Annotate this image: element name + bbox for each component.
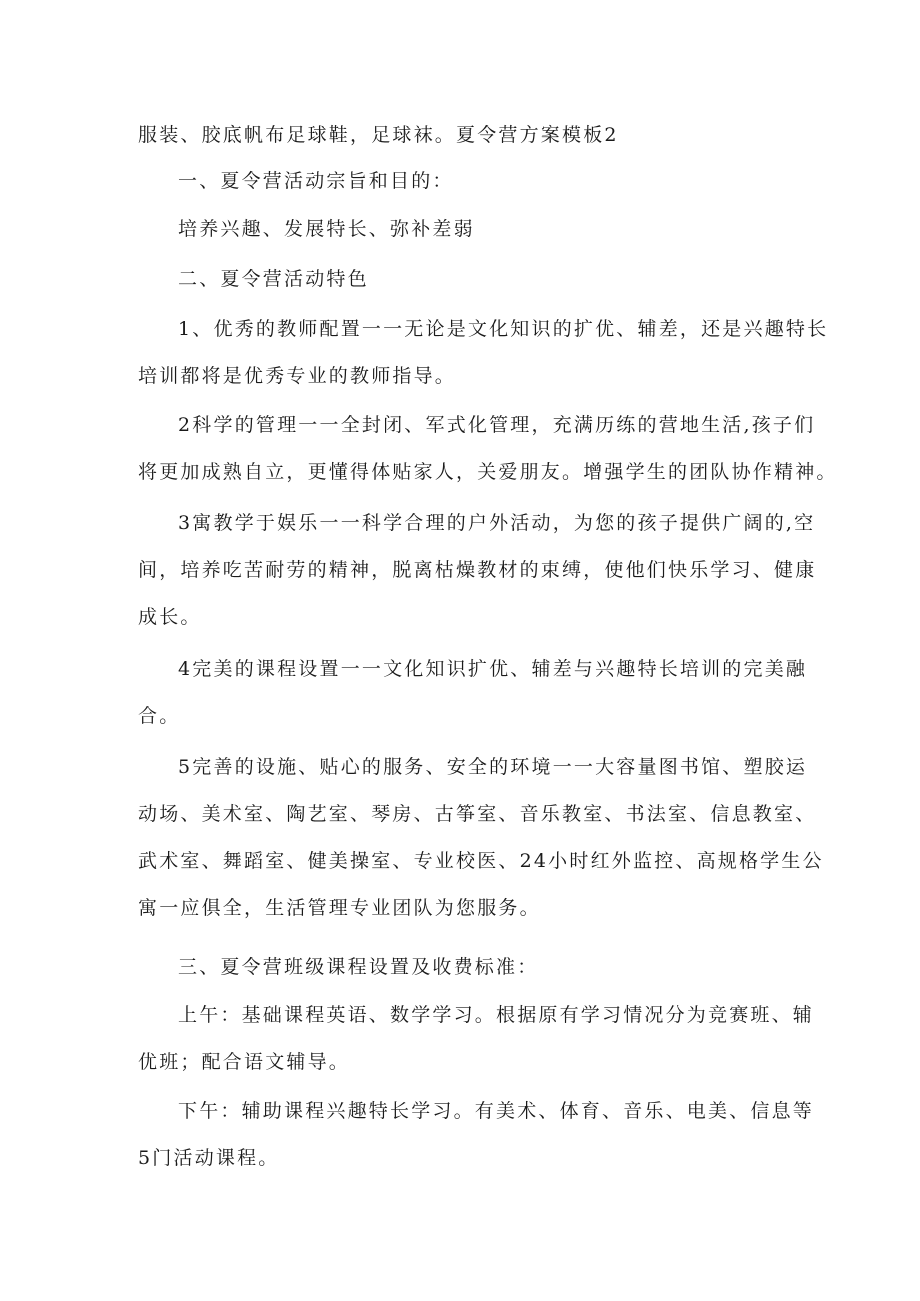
text-line: 优班；配合语文辅导。 xyxy=(138,1051,351,1073)
paragraph-feature-4 xyxy=(138,646,808,740)
text-line: 5完善的设施、贴心的服务、安全的环境一一大容量图书馆、塑胶运 xyxy=(178,756,808,778)
text-line: 二、夏令营活动特色 xyxy=(178,268,369,290)
paragraph-feature-3 xyxy=(138,500,817,641)
paragraph-intro xyxy=(138,112,790,159)
section-heading-1 xyxy=(178,158,830,205)
text-line: 1、优秀的教师配置一一无论是文化知识的扩优、辅差，还是兴趣特长 xyxy=(178,318,829,340)
paragraph-feature-2 xyxy=(138,402,838,496)
paragraph-purpose xyxy=(178,206,830,253)
text-line: 5门活动课程。 xyxy=(138,1147,280,1169)
text-line: 动场、美术室、陶艺室、琴房、古筝室、音乐教室、书法室、信息教室、 xyxy=(138,803,817,825)
paragraph-morning xyxy=(138,992,815,1086)
text-line: 将更加成熟自立，更懂得体贴家人，关爱朋友。增强学生的团队协作精神。 xyxy=(138,461,838,483)
text-line: 3寓教学于娱乐一一科学合理的户外活动，为您的孩子提供广阔的,空 xyxy=(178,512,816,534)
section-heading-2 xyxy=(178,256,830,303)
text-line: 4完美的课程设置一一文化知识扩优、辅差与兴趣特长培训的完美融 xyxy=(178,658,808,680)
text-line: 培养兴趣、发展特长、弥补差弱 xyxy=(178,218,475,240)
text-line: 合。 xyxy=(138,705,181,727)
text-line: 武术室、舞蹈室、健美操室、专业校医、24小时红外监控、高规格学生公 xyxy=(138,850,824,872)
text-line: 服装、胶底帆布足球鞋，足球袜。夏令营方案模板2 xyxy=(138,124,619,146)
paragraph-feature-1 xyxy=(138,306,829,400)
text-line: 三、夏令营班级课程设置及收费标准： xyxy=(178,956,539,978)
text-line: 培训都将是优秀专业的教师指导。 xyxy=(138,365,457,387)
text-line: 一、夏令营活动宗旨和目的： xyxy=(178,170,454,192)
paragraph-afternoon xyxy=(138,1088,815,1182)
text-line: 成长。 xyxy=(138,606,202,628)
text-line: 2科学的管理一一全封闭、军式化管理，充满历练的营地生活,孩子们 xyxy=(178,414,816,436)
text-line: 上午：基础课程英语、数学学习。根据原有学习情况分为竞赛班、辅 xyxy=(178,1004,815,1026)
paragraph-feature-5 xyxy=(138,744,824,932)
text-line: 下午：辅助课程兴趣特长学习。有美术、体育、音乐、电美、信息等 xyxy=(178,1100,815,1122)
section-heading-3 xyxy=(178,944,830,991)
text-line: 间，培养吃苦耐劳的精神，脱离枯燥教材的束缚，使他们快乐学习、健康 xyxy=(138,559,817,581)
text-line: 寓一应俱全，生活管理专业团队为您服务。 xyxy=(138,897,541,919)
